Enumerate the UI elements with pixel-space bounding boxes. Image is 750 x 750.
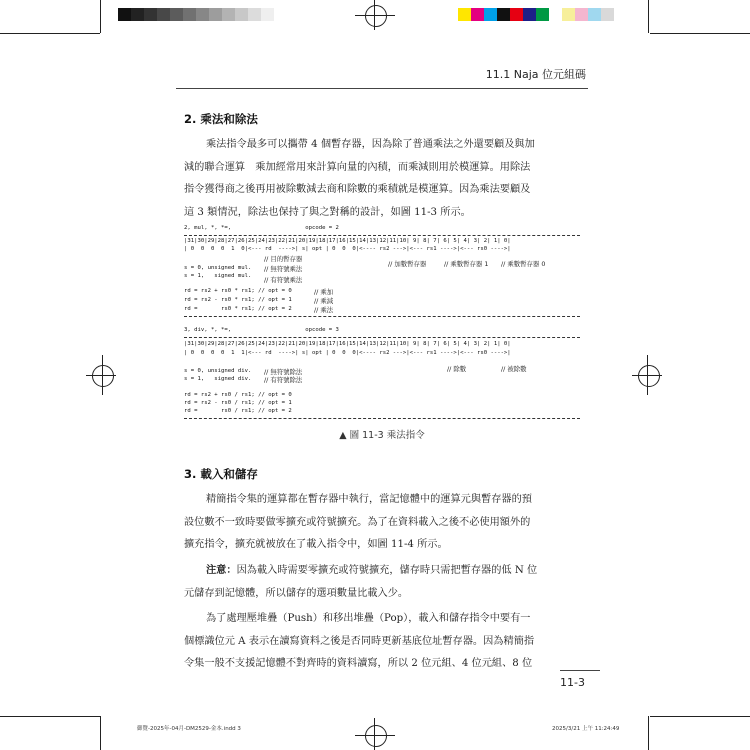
color-swatch xyxy=(261,8,274,21)
note-line: 元儲存到記憶體，所以儲存的選項數量比載入少。 xyxy=(184,587,409,599)
color-swatch xyxy=(118,8,131,21)
figure-dash-rule xyxy=(184,235,580,236)
color-swatch xyxy=(144,8,157,21)
section3-paragraph-1 xyxy=(184,489,578,557)
div-op-1: rd = rs2 - rs0 / rs1; // opt = 1 xyxy=(184,400,292,406)
note-unsigned-mul: // 無符號乘法 xyxy=(264,265,303,273)
para-line: 個標識位元 A 表示在讀寫資料之後是否同時更新基底位址暫存器。因為精簡指 xyxy=(184,635,535,647)
color-swatch xyxy=(222,8,235,21)
note-mulsub: // 乘減 xyxy=(314,297,334,305)
color-swatch xyxy=(588,8,601,21)
mul-sign-signed: s = 1, signed mul. xyxy=(184,273,252,279)
note-mul-register-1: // 乘數暫存器 1 xyxy=(444,260,489,268)
color-swatch xyxy=(510,8,523,21)
footer-file-info: 御覽-2025年-04月-DM2529-金本.indd 3 xyxy=(137,726,241,732)
div-op-2: rd = rs0 / rs1; // opt = 2 xyxy=(184,408,292,414)
div-header-line: 3, div, *, *=, opcode = 3 xyxy=(184,327,339,333)
color-swatch xyxy=(196,8,209,21)
figure-dash-rule xyxy=(184,337,580,338)
div-op-0: rd = rs2 + rs0 / rs1; // opt = 0 xyxy=(184,392,292,398)
color-swatch xyxy=(157,8,170,21)
div-bit-fields: | 0 0 0 0 1 1|<--- rd ---->| s| opt | 0 0 0|<---- rs2 --->|<--- rs1 ---->|<--- rs0 ---->| xyxy=(184,350,511,356)
para-line: 乘法指令最多可以攜帶 4 個暫存器，因為除了普通乘法之外還要顧及與加 xyxy=(206,139,535,150)
color-swatch xyxy=(170,8,183,21)
mul-bit-numbers: |31|30|29|28|27|26|25|24|23|22|21|20|19|18|17|16|15|14|13|12|11|10| 9| 8| 7| 6| 5| 4| 3| 2| 1| 0| xyxy=(184,238,511,244)
color-swatch xyxy=(575,8,588,21)
color-swatch xyxy=(536,8,549,21)
note-unsigned-div: // 無符號除法 xyxy=(264,368,303,376)
para-line: 設位數不一致時要做零擴充或符號擴充。為了在資料載入之後不必使用額外的 xyxy=(184,516,531,528)
footer-timestamp: 2025/3/21 上午 11:24:49 xyxy=(552,726,620,732)
color-swatch xyxy=(248,8,261,21)
para-line: 為了處理壓堆疊（Push）和移出堆疊（Pop），載入和儲存指令中要有一 xyxy=(206,613,531,624)
color-swatch xyxy=(209,8,222,21)
process-color-bar xyxy=(458,8,614,21)
div-sign-unsigned: s = 0, unsigned div. xyxy=(184,368,252,374)
page-number: 11-3 xyxy=(560,676,585,689)
mul-op-2: rd = rs0 * rs1; // opt = 2 xyxy=(184,306,292,312)
note-divisor: // 除數 xyxy=(447,365,467,373)
color-swatch xyxy=(235,8,248,21)
para-line: 令集一般不支援記憶體不對齊時的資料讀寫，所以 2 位元組、4 位元組、8 位 xyxy=(184,658,533,669)
section2-paragraph xyxy=(184,134,578,224)
figure-dash-rule xyxy=(184,418,580,419)
color-swatch xyxy=(523,8,536,21)
color-swatch xyxy=(484,8,497,21)
div-sign-signed: s = 1, signed div. xyxy=(184,376,252,382)
note-mul: // 乘法 xyxy=(314,306,334,314)
mul-bit-fields: | 0 0 0 0 1 0|<--- rd ---->| s| opt | 0 0 0|<---- rs2 --->|<--- rs1 ---->|<--- rs0 ---->| xyxy=(184,246,511,252)
note-dest-register: // 目的暫存器 xyxy=(264,255,303,263)
note-signed-div: // 有符號除法 xyxy=(264,376,303,384)
gray-color-bar xyxy=(118,8,274,21)
color-swatch xyxy=(471,8,484,21)
note-label: 注意： xyxy=(206,565,237,576)
section3-note xyxy=(184,560,578,605)
color-swatch xyxy=(601,8,614,21)
color-swatch xyxy=(183,8,196,21)
color-swatch xyxy=(497,8,510,21)
mul-op-1: rd = rs2 - rs0 * rs1; // opt = 1 xyxy=(184,297,292,303)
mul-op-0: rd = rs2 + rs0 * rs1; // opt = 0 xyxy=(184,288,292,294)
running-header: 11.1 Naja 位元組碼 xyxy=(485,68,586,81)
color-swatch xyxy=(562,8,575,21)
color-swatch xyxy=(131,8,144,21)
para-line: 精簡指令集的運算都在暫存器中執行，當記憶體中的運算元與暫存器的預 xyxy=(206,494,532,505)
para-line: 這 3 類情況，除法也保持了與之對稱的設計，如圖 11-3 所示。 xyxy=(184,206,471,218)
color-swatch xyxy=(458,8,471,21)
note-mul-register-0: // 乘數暫存器 0 xyxy=(501,260,546,268)
mul-header-line: 2, mul, *, *=, opcode = 2 xyxy=(184,225,339,231)
section-title-3: 3. 載入和儲存 xyxy=(184,467,258,481)
figure-dash-rule xyxy=(184,316,580,317)
mul-sign-unsigned: s = 0, unsigned mul. xyxy=(184,265,252,271)
note-line: 注意：因為載入時需要零擴充或符號擴充，儲存時只需把暫存器的低 N 位 xyxy=(206,565,538,576)
header-rule xyxy=(176,88,588,89)
note-signed-mul: // 有符號乘法 xyxy=(264,276,303,284)
div-bit-numbers: |31|30|29|28|27|26|25|24|23|22|21|20|19|18|17|16|15|14|13|12|11|10| 9| 8| 7| 6| 5| 4| 3| 2| 1| 0| xyxy=(184,341,511,347)
figure-caption: ▲ 圖 11-3 乘法指令 xyxy=(339,430,425,441)
note-muladd: // 乘加 xyxy=(314,288,334,296)
section3-paragraph-2 xyxy=(184,608,578,676)
para-line: 減的聯合運算 乘加經常用來計算向量的內積，而乘減則用於模運算。用除法 xyxy=(184,161,531,173)
para-line: 指令獲得商之後再用被除數減去商和除數的乘積就是模運算。因為乘法要顧及 xyxy=(184,184,531,195)
note-add-register: // 加數暫存器 xyxy=(388,260,427,268)
para-line: 擴充指令，擴充就被放在了載入指令中，如圖 11-4 所示。 xyxy=(184,539,448,550)
color-swatch xyxy=(549,8,562,21)
note-dividend: // 被除數 xyxy=(501,365,527,373)
page-number-rule xyxy=(560,670,600,671)
section-title-2: 2. 乘法和除法 xyxy=(184,112,258,126)
